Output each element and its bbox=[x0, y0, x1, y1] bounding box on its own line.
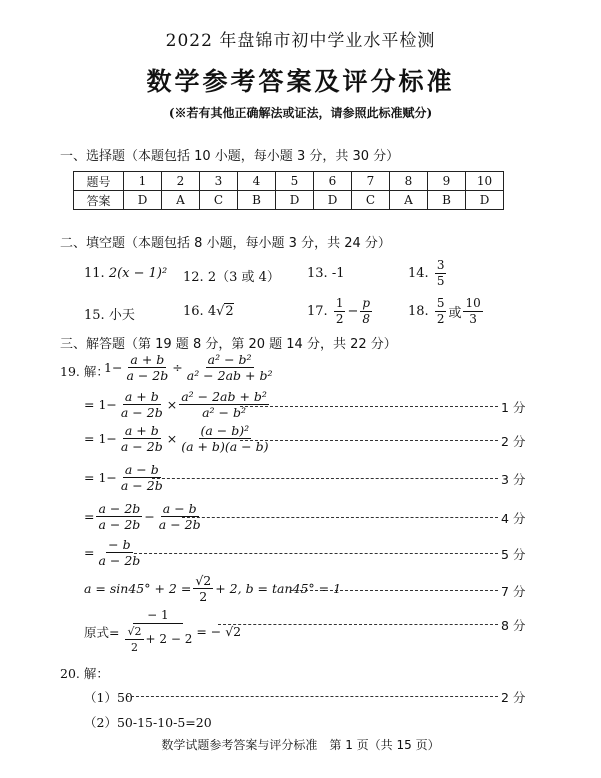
table-cell: 9 bbox=[428, 172, 466, 191]
dashed-leader bbox=[218, 624, 498, 625]
doc-title: 数学参考答案及评分标准 bbox=[146, 67, 455, 96]
table-cell: C bbox=[200, 191, 238, 210]
table-cell: 8 bbox=[390, 172, 428, 191]
q19-step-6: a = sin45° + 2 = $\frac{√2}{2}$ + 2, b = tan45° = 1 bbox=[84, 573, 342, 604]
q19-step-5: = $\frac{- b}{a - 2b}$ bbox=[84, 537, 141, 568]
fill-answer-12: 12. 2（3 或 4） bbox=[183, 270, 280, 285]
table-cell: 3 bbox=[200, 172, 238, 191]
step-points: 3 分 bbox=[501, 472, 526, 487]
q19-step-1: = 1− $\frac{a + b}{a - 2b}$ × $\frac{\text{a² − 2ab + b²}}{\text{a² − b²}}$ bbox=[84, 389, 267, 420]
answer-table bbox=[73, 171, 504, 210]
step-points: 5 分 bbox=[501, 547, 526, 562]
table-cell: 5 bbox=[276, 172, 314, 191]
table-cell: D bbox=[276, 191, 314, 210]
table-row-answers bbox=[74, 191, 504, 210]
q19-step-4: = $\frac{a - 2b}{a - 2b}$ − $\frac{a - b}{a - 2b}$ bbox=[84, 501, 201, 532]
table-cell: 7 bbox=[352, 172, 390, 191]
table-cell: D bbox=[314, 191, 352, 210]
dashed-leader bbox=[240, 406, 498, 407]
table-cell: B bbox=[428, 191, 466, 210]
table-cell: 10 bbox=[466, 172, 504, 191]
table-cell: B bbox=[238, 191, 276, 210]
table-cell: 6 bbox=[314, 172, 352, 191]
dashed-leader bbox=[240, 440, 498, 441]
dashed-leader bbox=[126, 696, 498, 697]
fill-answer-17: 17. $\frac{1}{2}$ − $\frac{p}{8}$ bbox=[307, 296, 371, 326]
dashed-leader bbox=[182, 517, 498, 518]
row-label-answer: 答案 bbox=[74, 191, 124, 210]
step-points: 7 分 bbox=[501, 584, 526, 599]
step-points: 2 分 bbox=[501, 434, 526, 449]
fill-answer-13: 13. -1 bbox=[307, 266, 345, 281]
page-footer: 数学试题参考答案与评分标准 第 1 页（共 15 页） bbox=[161, 738, 440, 752]
table-row-numbers bbox=[74, 172, 504, 191]
section1-title: 一、选择题（本题包括 10 小题，每小题 3 分，共 30 分） bbox=[60, 149, 400, 164]
table-cell: D bbox=[466, 191, 504, 210]
q19-step-2: = 1− $\frac{a + b}{a - 2b}$ × $\frac{\text{(a − b)²}}{(a + b)(a - b)}$ bbox=[84, 423, 269, 454]
row-label-question: 题号 bbox=[74, 172, 124, 191]
table-cell: C bbox=[352, 191, 390, 210]
dashed-leader bbox=[134, 553, 498, 554]
step-points: 4 分 bbox=[501, 511, 526, 526]
dashed-leader bbox=[152, 478, 498, 479]
step-points: 2 分 bbox=[501, 690, 526, 705]
table-cell: 1 bbox=[124, 172, 162, 191]
fill-answer-15: 15. 小天 bbox=[84, 308, 135, 323]
fill-answer-14: 14. $\frac{3}{5}$ bbox=[408, 258, 445, 288]
q20-part-2: （2）50-15-10-5=20 bbox=[84, 715, 212, 730]
section2-title: 二、填空题（本题包括 8 小题，每小题 3 分，共 24 分） bbox=[60, 236, 391, 251]
fill-answer-18: 18. $\frac{5}{2}$ 或 $\frac{10}{3}$ bbox=[408, 296, 481, 326]
q20-part-1: （1）50 bbox=[84, 690, 133, 705]
dashed-leader bbox=[290, 590, 498, 591]
q19-step-3: = 1− $\frac{a - b}{a - 2b}$ bbox=[84, 462, 163, 493]
table-cell: D bbox=[124, 191, 162, 210]
step-points: 1 分 bbox=[501, 400, 526, 415]
table-cell: 4 bbox=[238, 172, 276, 191]
exam-title: 2022 年盘锦市初中学业水平检测 bbox=[165, 31, 436, 51]
table-cell: A bbox=[162, 191, 200, 210]
q19-step-7: 原式= − 1 $\frac{√2}{2}$ + 2 − 2 = − √2 bbox=[84, 608, 242, 654]
q19-expression: 1− $\frac{a + b}{a - 2b}$ ÷ $\frac{\text{a² − b²}}{\text{a² − 2ab + b²}}$ bbox=[104, 352, 273, 383]
table-cell: A bbox=[390, 191, 428, 210]
step-points: 8 分 bbox=[501, 618, 526, 633]
fill-answer-11: 11. 2(x − 1)² bbox=[84, 266, 168, 281]
section3-title: 三、解答题（第 19 题 8 分，第 20 题 14 分，共 22 分） bbox=[60, 337, 397, 352]
fill-answer-16: 16. 4√2 bbox=[183, 304, 234, 319]
table-cell: 2 bbox=[162, 172, 200, 191]
q20-label: 20. 解： bbox=[60, 666, 109, 681]
q19-label: 19. 解： bbox=[60, 364, 109, 379]
grading-note: (※若有其他正确解法或证法，请参照此标准赋分) bbox=[168, 106, 433, 120]
